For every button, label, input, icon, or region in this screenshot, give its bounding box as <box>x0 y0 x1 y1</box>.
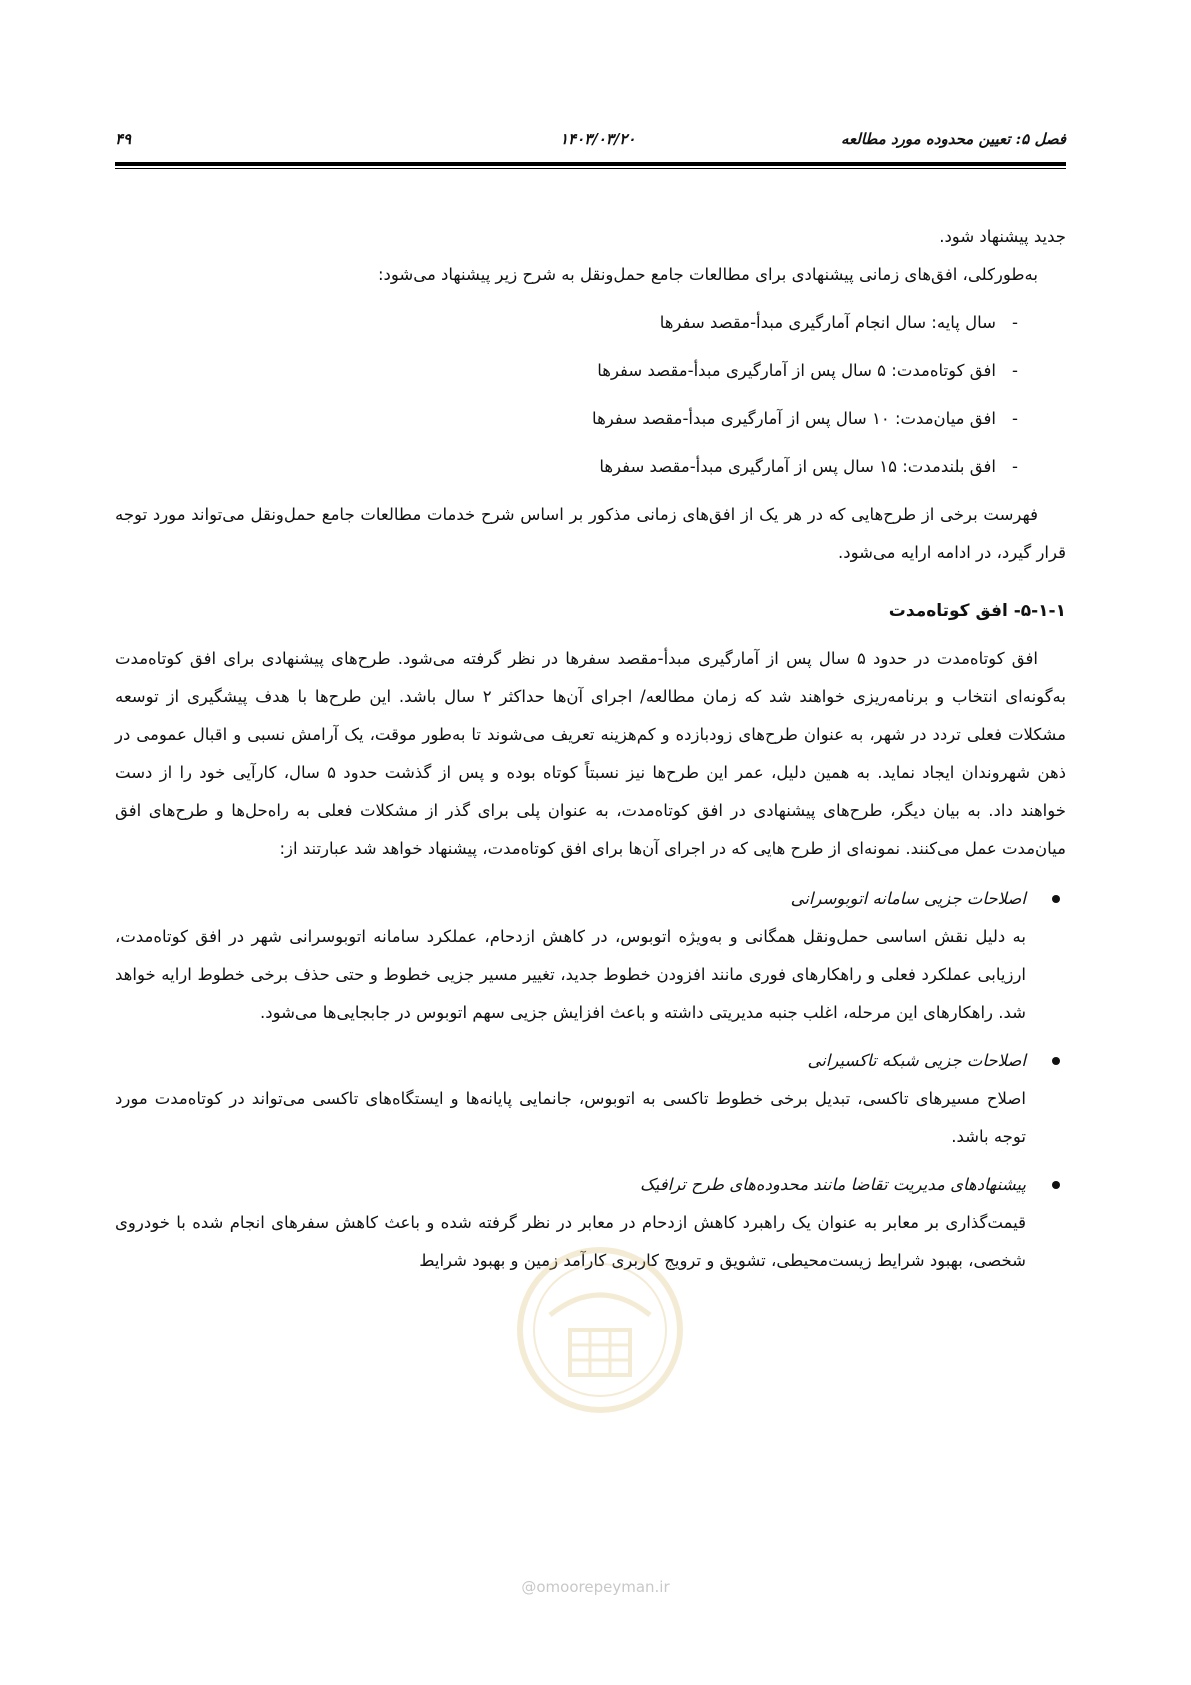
bullet-body: به دلیل نقش اساسی حمل‌ونقل همگانی و به‌ویژه اتوبوس، در کاهش ازدحام، عملکرد سامانه اتوبوسرانی شهر در افق کوتاه‌مدت، ارزیابی عملکرد فعلی و راهکارهای فوری مانند افزودن خطوط جدید، تغییر مسیر جزیی خطوط و حتی حذف برخی خطوط ارایه خواهد شد. راهکارهای این مرحله، اغلب جنبه مدیریتی داشته و باعث افزایش جزیی سهم اتوبوس در جابجایی‌ها می‌شود. <box>115 927 1026 1022</box>
document-body <box>115 218 1066 1290</box>
page-header <box>115 130 1066 162</box>
bullet-body: قیمت‌گذاری بر معابر به عنوان یک راهبرد کاهش ازدحام در معابر در نظر گرفته شده و باعث کاهش سفرهای انجام شده با خودروی شخصی، بهبود شرایط زیست‌محیطی، تشویق و ترویج کاربری کارآمد زمین و بهبود شرایط <box>115 1213 1026 1270</box>
intro-closing: فهرست برخی از طرح‌هایی که در هر یک از افق‌های زمانی مذکور بر اساس شرح خدمات مطالعات جامع حمل‌ونقل می‌تواند مورد توجه قرار گیرد، در ادامه ارایه می‌شود. <box>115 505 1066 562</box>
section-heading: ۵-۱-۱- افق کوتاه‌مدت <box>888 601 1066 621</box>
header-date: ۱۴۰۳/۰۳/۲۰ <box>560 130 636 148</box>
bullet-dot-icon <box>1052 1181 1060 1189</box>
chapter-title: فصل ۵: تعیین محدوده مورد مطالعه <box>841 130 1066 148</box>
bullet-title: پیشنهادهای مدیریت تقاضا مانند محدوده‌های طرح ترافیک <box>639 1175 1026 1194</box>
bullet-body: اصلاح مسیرهای تاکسی، تبدیل برخی خطوط تاکسی به اتوبوس، جانمایی پایانه‌ها و ایستگاه‌های تاکسی می‌تواند در کوتاه‌مدت مورد توجه باشد. <box>115 1089 1026 1146</box>
watermark-logo-icon <box>515 1245 685 1415</box>
horizon-list <box>115 304 1066 486</box>
bullet-title: اصلاحات جزیی شبکه تاکسیرانی <box>807 1051 1026 1070</box>
page-number: ۴۹ <box>115 130 132 148</box>
list-item: - افق میان‌مدت: ۱۰ سال پس از آمارگیری مبدأ-مقصد سفرها <box>115 400 1066 438</box>
bullet-heading <box>115 880 1066 918</box>
watermark-text: @omoorepeyman.ir <box>521 1578 670 1596</box>
intro-line-1: جدید پیشنهاد شود. <box>939 227 1066 246</box>
list-item: - سال پایه: سال انجام آمارگیری مبدأ-مقصد سفرها <box>115 304 1066 342</box>
bullet-heading <box>115 1042 1066 1080</box>
intro-line-2: به‌طورکلی، افق‌های زمانی پیشنهادی برای مطالعات جامع حمل‌ونقل به شرح زیر پیشنهاد می‌شود: <box>377 265 1038 284</box>
list-item: - افق کوتاه‌مدت: ۵ سال پس از آمارگیری مبدأ-مقصد سفرها <box>115 352 1066 390</box>
bullet-dot-icon <box>1052 1057 1060 1065</box>
bullet-title: اصلاحات جزیی سامانه اتوبوسرانی <box>790 889 1026 908</box>
list-item: - افق بلندمدت: ۱۵ سال پس از آمارگیری مبدأ-مقصد سفرها <box>115 448 1066 486</box>
section-paragraph: افق کوتاه‌مدت در حدود ۵ سال پس از آمارگیری مبدأ-مقصد سفرها در نظر گرفته می‌شود. طرح‌های پیشنهادی برای افق کوتاه‌مدت به‌گونه‌ای انتخاب و برنامه‌ریزی خواهند شد که زمان مطالعه/ اجرای آن‌ها حداکثر ۲ سال باشد. این طرح‌ها با هدف پیشگیری از توسعه مشکلات فعلی تردد در شهر، به عنوان طرح‌های زودبازده و کم‌هزینه تعریف می‌شوند تا به‌طور موقت، یک آرامش نسبی و اقبال عمومی در ذهن شهروندان ایجاد نماید. به همین دلیل، عمر این طرح‌ها نیز نسبتاً کوتاه بوده و پس از گذشت حدود ۵ سال، کارآیی خود را از دست خواهند داد. به بیان دیگر، طرح‌های پیشنهادی در افق کوتاه‌مدت، به عنوان پلی برای گذر از مشکلات فعلی به راه‌حل‌ها و طرح‌های افق میان‌مدت عمل می‌کنند. نمونه‌ای از طرح هایی که در اجرای آن‌ها برای افق کوتاه‌مدت، پیشنهاد خواهد شد عبارتند از: <box>115 649 1067 858</box>
bullet-heading <box>115 1166 1066 1204</box>
bullet-dot-icon <box>1052 895 1060 903</box>
header-rule-thin <box>115 168 1066 169</box>
header-rule-thick <box>115 162 1066 166</box>
